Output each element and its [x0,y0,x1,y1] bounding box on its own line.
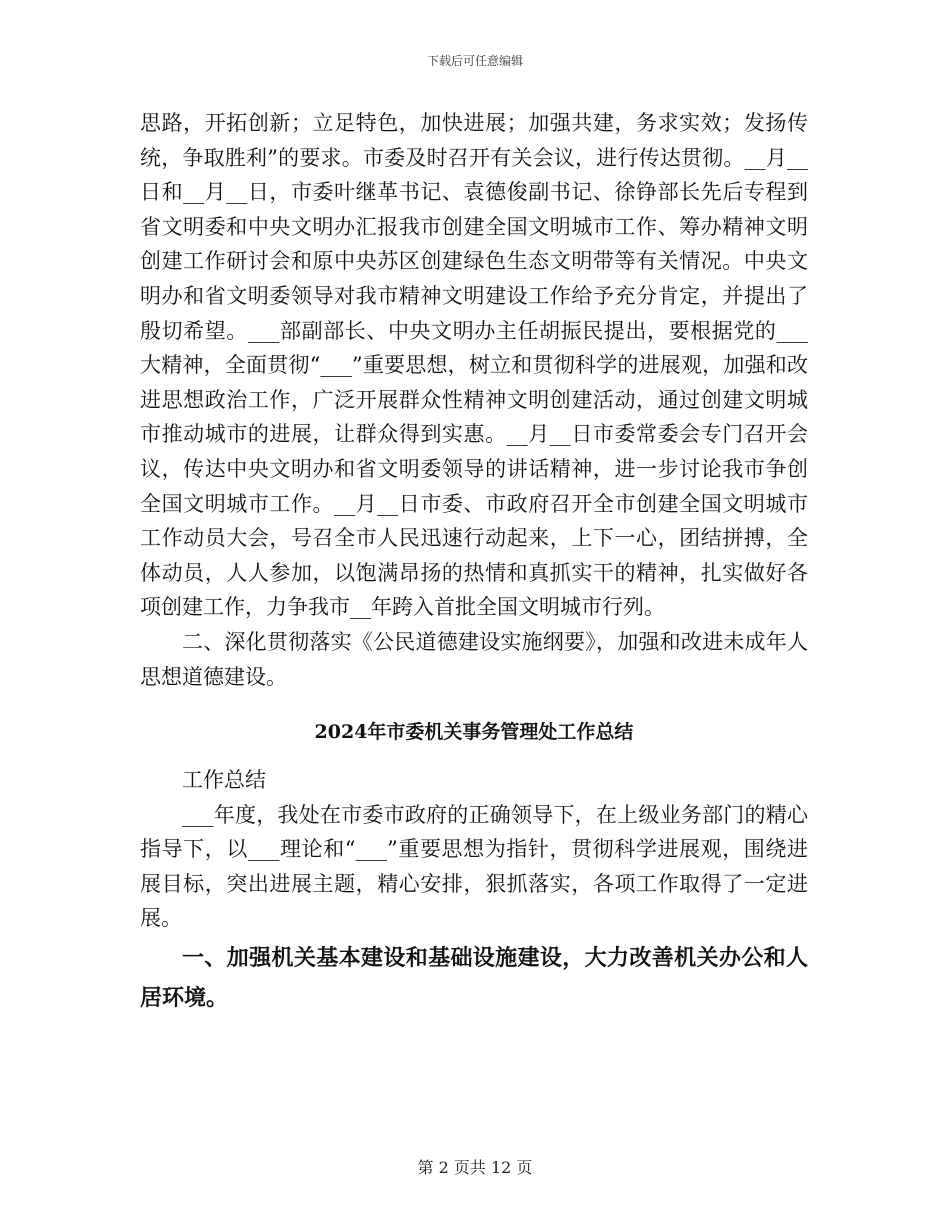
document-body [140,106,808,1018]
document-title: 2024年市委机关事务管理处工作总结 [314,721,634,744]
body-paragraph-continuation: 思路，开拓创新；立足特色，加快进展；加强共建，务求实效；发扬传统，争取胜利”的要求。市委及时召开有关会议，进行传达贯彻。__月__日和__月__日，市委叶继革书记、袁德俊副书记、徐铮部长先后专程到省文明委和中央文明办汇报我市创建全国文明城市工作、筹办精神文明创建工作研讨会和原中央苏区创建绿色生态文明带等有关情况。中央文明办和省文明委领导对我市精神文明建设工作给予充分肯定，并提出了殷切希望。___部副部长、中央文明办主任胡振民提出，要根据党的___大精神，全面贯彻“___”重要思想，树立和贯彻科学的进展观，加强和改进思想政治工作，广泛开展群众性精神文明创建活动，通过创建文明城市推动城市的进展，让群众得到实惠。__月__日市委常委会专门召开会议，传达中央文明办和省文明委领导的讲话精神，进一步讨论我市争创全国文明城市工作。__月__日市委、市政府召开全市创建全国文明城市工作动员大会，号召全市人民迅速行动起来，上下一心，团结拼搏，全体动员，人人参加，以饱满昂扬的热情和真抓实干的精神，扎实做好各项创建工作，力争我市__年跨入首批全国文明城市行列。 [140,111,808,620]
page-header: 下载后可任意编辑 [426,54,523,68]
body-paragraph-section-two: 二、深化贯彻落实《公民道德建设实施纲要》，加强和改进未成年人思想道德建设。 [140,629,808,689]
bold-section-heading: 一、加强机关基本建设和基础设施建设，大力改善机关办公和人居环境。 [140,945,808,1012]
subheading-work-summary: 工作总结 [182,768,266,793]
body-paragraph-intro: ___年度，我处在市委市政府的正确领导下，在上级业务部门的精心指导下，以___理论和“___”重要思想为指针，贯彻科学进展观，围绕进展目标，突出进展主题，精心安排，狠抓落实，各项工作取得了一定进展。 [140,802,808,931]
page-number-footer: 第 2 页共 12 页 [417,1158,533,1177]
